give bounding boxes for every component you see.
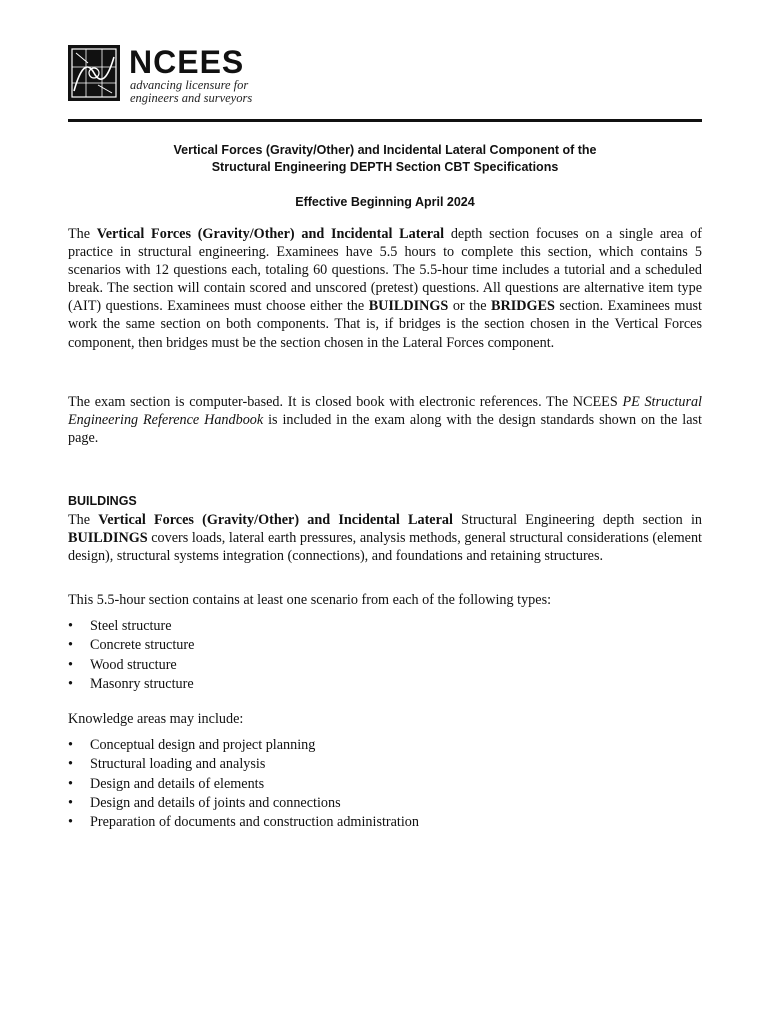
bullet-icon: •	[68, 656, 73, 673]
list-item: • Preparation of documents and construction administration	[68, 813, 702, 832]
scenario-types-list	[68, 617, 702, 694]
effective-date: Effective Beginning April 2024	[295, 195, 475, 209]
org-tagline-line2: engineers and surveyors	[130, 91, 253, 105]
knowledge-areas-list	[68, 736, 702, 832]
bullet-icon: •	[68, 675, 73, 692]
header-divider	[68, 119, 702, 122]
bullet-icon: •	[68, 775, 73, 792]
list-item: • Masonry structure	[68, 675, 702, 694]
bullet-icon: •	[68, 737, 73, 753]
document-title	[68, 142, 702, 176]
list-item: • Concrete structure	[68, 636, 702, 655]
ncees-logo	[68, 45, 268, 105]
bullet-icon: •	[68, 794, 73, 811]
org-tagline	[130, 79, 252, 105]
bullet-icon: •	[68, 814, 73, 831]
exam-format-paragraph: The exam section is computer-based. It is closed book with electronic references. The NCEES PE Structural Engineering Reference Handbook is included in the exam along with the design standards shown on the last page.	[68, 394, 703, 447]
bullet-icon: •	[68, 637, 73, 654]
knowledge-areas-intro: Knowledge areas may include:	[68, 711, 244, 727]
title-line2: Structural Engineering DEPTH Section CBT Specifications	[211, 160, 559, 174]
list-item: • Wood structure	[68, 656, 702, 675]
list-item: • Steel structure	[68, 617, 702, 636]
scenario-types-intro: This 5.5-hour section contains at least one scenario from each of the following types:	[68, 592, 552, 608]
title-line1: Vertical Forces (Gravity/Other) and Incidental Lateral Component of the	[173, 143, 597, 157]
list-item: • Conceptual design and project planning	[68, 736, 702, 755]
ncees-logo-mark-icon	[68, 45, 120, 101]
list-item: • Design and details of elements	[68, 775, 702, 794]
list-item: • Structural loading and analysis	[68, 755, 702, 774]
bullet-icon: •	[68, 756, 73, 773]
bullet-icon: •	[68, 618, 73, 634]
buildings-paragraph: The Vertical Forces (Gravity/Other) and Incidental Lateral Structural Engineering depth section in BUILDINGS covers loads, lateral earth pressures, analysis methods, general structural considerations (element design), structural systems integration (connections), and foundations and retaining structures.	[68, 512, 702, 565]
org-tagline-line1: advancing licensure for	[130, 78, 249, 92]
buildings-heading: BUILDINGS	[68, 494, 137, 508]
org-name: NCEES	[129, 44, 245, 80]
intro-paragraph: The Vertical Forces (Gravity/Other) and Incidental Lateral depth section focuses on a single area of practice in structural engineering. Examinees have 5.5 hours to complete this section, which contains 5 scenarios with 12 questions each, totaling 60 questions. The 5.5-hour time includes a tutorial and a scheduled break. The section will contain scored and unscored (pretest) questions. All questions are alternative item type (AIT) questions. Examinees must choose either the BUILDINGS or the BRIDGES section. Examinees must work the same section on both components. That is, if bridges is the section chosen in the Vertical Forces component, then bridges must be the section chosen in the Lateral Forces component.	[68, 226, 702, 351]
list-item: • Design and details of joints and connections	[68, 794, 702, 813]
